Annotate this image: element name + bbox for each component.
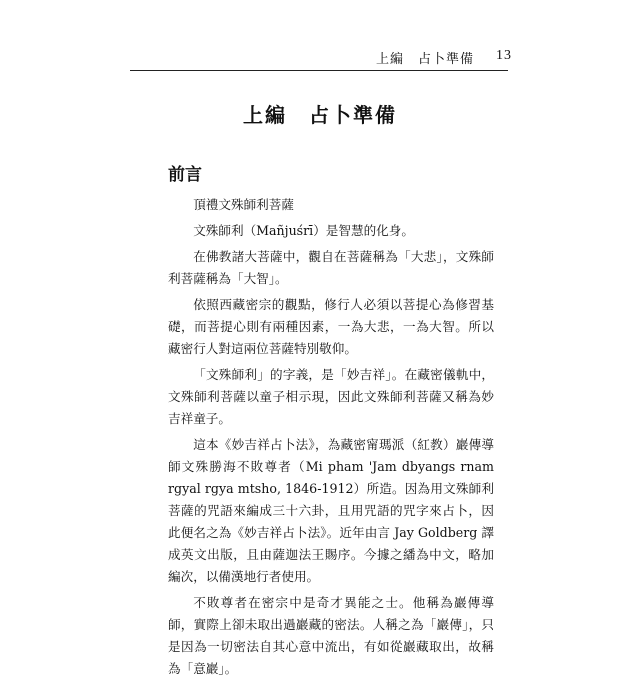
paragraph: 這本《妙吉祥占卜法》，為藏密甯瑪派（紅教）巖傳導師文殊勝海不敗尊者（Mi pham 'Jam dbyangs rnam rgyal rgya mtsho, 1846-1912）所造。因為用文殊師利菩薩的咒語來編成三十六卦，且用咒語的咒字來占卜，因此便名之為《妙吉祥占卜法》。近年由言 Jay Goldberg 譯成英文出版，且由薩迦法王賜序。今據之繙為中文，略加編次，以備漢地行者使用。 bbox=[168, 437, 494, 584]
part-title: 上編 占卜準備 bbox=[243, 103, 397, 127]
header-rule bbox=[130, 70, 508, 71]
paragraph: 頂禮文殊師利菩薩 bbox=[193, 197, 294, 212]
paragraph: 在佛教諸大菩薩中，觀自在菩薩稱為「大悲」，文殊師利菩薩稱為「大智」。 bbox=[168, 249, 494, 286]
paragraph: 不敗尊者在密宗中是奇才異能之士。他稱為巖傳導師，實際上卻未取出過巖藏的密法。人稱之為「巖傳」，只是因為一切密法自其心意中流出，有如從巖藏取出，故稱為「意巖」。 bbox=[168, 595, 494, 676]
body-text bbox=[168, 194, 494, 684]
section-title: 前言 bbox=[168, 165, 202, 185]
running-head-title: 上編 占卜準備 bbox=[376, 52, 475, 67]
paragraph: 文殊師利（Mañjuśrī）是智慧的化身。 bbox=[193, 223, 414, 238]
page-number: 13 bbox=[496, 48, 512, 63]
paragraph: 依照西藏密宗的觀點，修行人必須以菩提心為修習基礎，而菩提心則有兩種因素，一為大悲，一為大智。所以藏密行人對這兩位菩薩特別敬仰。 bbox=[168, 297, 494, 356]
paragraph: 「文殊師利」的字義，是「妙吉祥」。在藏密儀軌中，文殊師利菩薩以童子相示現，因此文殊師利菩薩又稱為妙吉祥童子。 bbox=[168, 367, 494, 426]
